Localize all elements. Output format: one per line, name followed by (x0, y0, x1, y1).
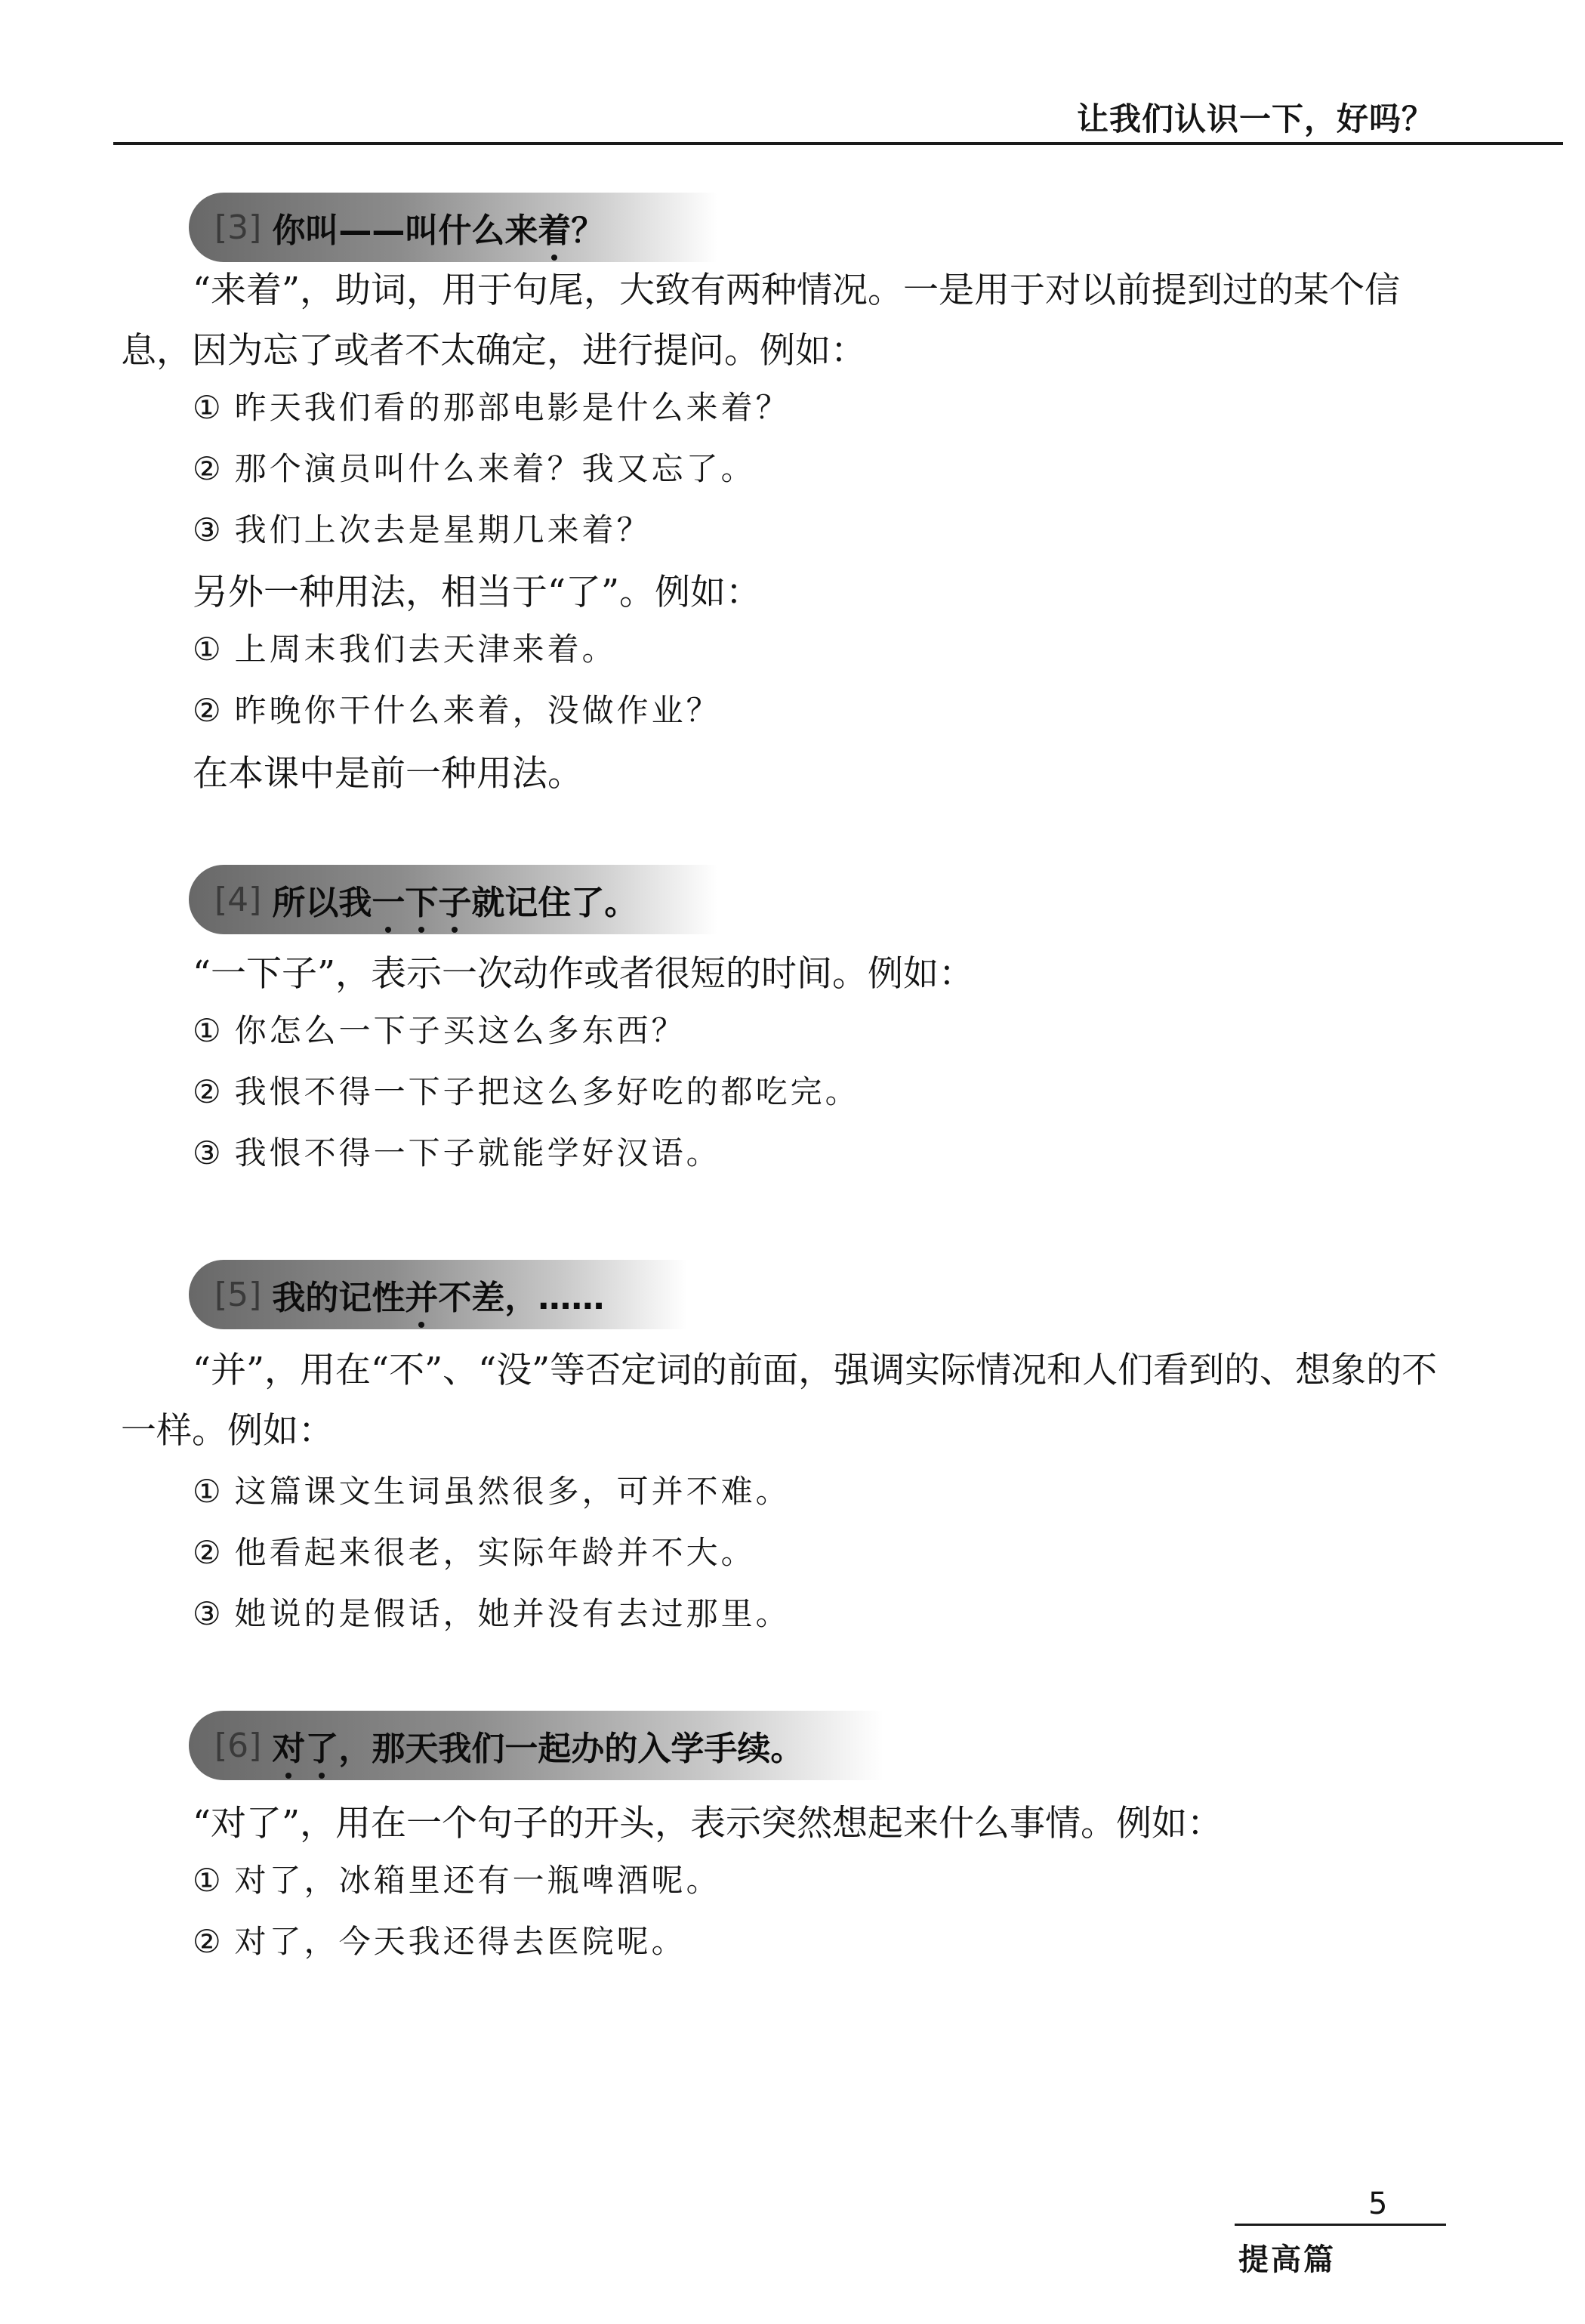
paragraph-line: 一样。例如： (121, 1410, 334, 1452)
explanation-paragraph (193, 563, 1446, 623)
example-number: ③ (193, 1134, 221, 1171)
example-number: ① (193, 389, 221, 426)
example-sentence (193, 1862, 1446, 1900)
heading-text: 就记住了。 (471, 884, 638, 922)
example-sentence (193, 692, 1446, 730)
section-heading (189, 1711, 883, 1780)
section-heading (189, 193, 717, 262)
example-text: 对了，冰箱里还有一瓶啤酒呢。 (234, 1862, 721, 1899)
example-text: 你怎么一下子买这么多东西？ (234, 1012, 686, 1049)
paragraph-line: “并”，用在“不”、“没”等否定词的前面，强调实际情况和人们看到的、想象的不 (193, 1350, 1438, 1391)
explanation-paragraph (193, 744, 1446, 804)
example-number: ① (193, 1012, 221, 1049)
example-sentence (193, 450, 1446, 488)
section-number: [3] (214, 208, 262, 247)
heading-text: ，那天我们一起办的入学手续。 (338, 1730, 804, 1768)
explanation-paragraph (121, 1341, 1446, 1461)
example-text: 这篇课文生词虽然很多，可并不难。 (234, 1473, 791, 1510)
explanation-paragraph (193, 944, 1446, 1005)
heading-emphasis: 并 (405, 1270, 438, 1319)
example-number: ① (193, 1862, 221, 1899)
example-number: ② (193, 692, 221, 729)
example-text: 昨天我们看的那部电影是什么来着？ (234, 389, 791, 426)
example-sentence (193, 1073, 1446, 1111)
heading-emphasis: 一 (372, 875, 405, 924)
heading-emphasis: 着 (538, 203, 571, 252)
heading-emphasis: 子 (438, 875, 471, 924)
example-text: 她说的是假话，她并没有去过那里。 (234, 1595, 791, 1632)
section-number: [5] (214, 1275, 262, 1314)
section-heading (189, 865, 717, 934)
example-sentence (193, 1923, 1446, 1961)
example-sentence (193, 1534, 1446, 1572)
paragraph-line: “一下子”，表示一次动作或者很短的时间。例如： (193, 953, 975, 995)
heading-emphasis: 了 (305, 1721, 338, 1770)
running-head: 让我们认识一下，好吗？ (1076, 100, 1434, 137)
paragraph-line: 息，因为忘了或者不太确定，进行提问。例如： (121, 330, 866, 372)
example-sentence (193, 1012, 1446, 1050)
paragraph-line: 另外一种用法，相当于“了”。例如： (193, 572, 762, 613)
explanation-paragraph (121, 261, 1446, 381)
heading-text: 我的记性 (272, 1279, 406, 1317)
explanation-paragraph (193, 1794, 1446, 1854)
example-number: ① (193, 631, 221, 668)
example-text: 他看起来很老，实际年龄并不大。 (234, 1534, 756, 1571)
example-text: 那个演员叫什么来着？我又忘了。 (234, 450, 756, 487)
heading-text: ？ (571, 211, 605, 250)
page-number: 5 (1368, 2187, 1388, 2221)
heading-emphasis: 对 (272, 1721, 305, 1770)
example-number: ③ (193, 511, 221, 548)
section-number: [6] (214, 1726, 262, 1765)
example-sentence (193, 389, 1446, 427)
example-text: 昨晚你干什么来着，没做作业？ (234, 692, 721, 729)
heading-text: 你叫——叫什么来 (272, 211, 538, 250)
example-sentence (193, 1595, 1446, 1633)
example-number: ② (193, 1073, 221, 1110)
heading-text: 不差，…… (438, 1279, 605, 1317)
example-sentence (193, 631, 1446, 668)
example-number: ③ (193, 1595, 221, 1632)
paragraph-line: “来着”，助词，用于句尾，大致有两种情况。一是用于对以前提到过的某个信 (193, 270, 1401, 311)
paragraph-line: “对了”，用在一个句子的开头，表示突然想起来什么事情。例如： (193, 1803, 1223, 1844)
example-sentence (193, 1473, 1446, 1511)
heading-text: 所以我 (272, 884, 372, 922)
header-rule (113, 142, 1563, 145)
heading-emphasis: 下 (405, 875, 438, 924)
footer-rule (1235, 2224, 1446, 2226)
paragraph-line: 在本课中是前一种用法。 (193, 753, 583, 795)
section-number: [4] (214, 880, 262, 919)
example-text: 对了，今天我还得去医院呢。 (234, 1923, 686, 1960)
example-text: 我恨不得一下子把这么多好吃的都吃完。 (234, 1073, 860, 1110)
example-number: ① (193, 1473, 221, 1510)
example-sentence (193, 511, 1446, 549)
example-number: ② (193, 1923, 221, 1960)
example-sentence (193, 1134, 1446, 1172)
example-text: 我恨不得一下子就能学好汉语。 (234, 1134, 721, 1171)
section-heading (189, 1260, 687, 1329)
example-number: ② (193, 450, 221, 487)
example-text: 我们上次去是星期几来着？ (234, 511, 652, 548)
example-number: ② (193, 1534, 221, 1571)
footer-label: 提高篇 (1238, 2242, 1336, 2277)
example-text: 上周末我们去天津来着。 (234, 631, 617, 668)
